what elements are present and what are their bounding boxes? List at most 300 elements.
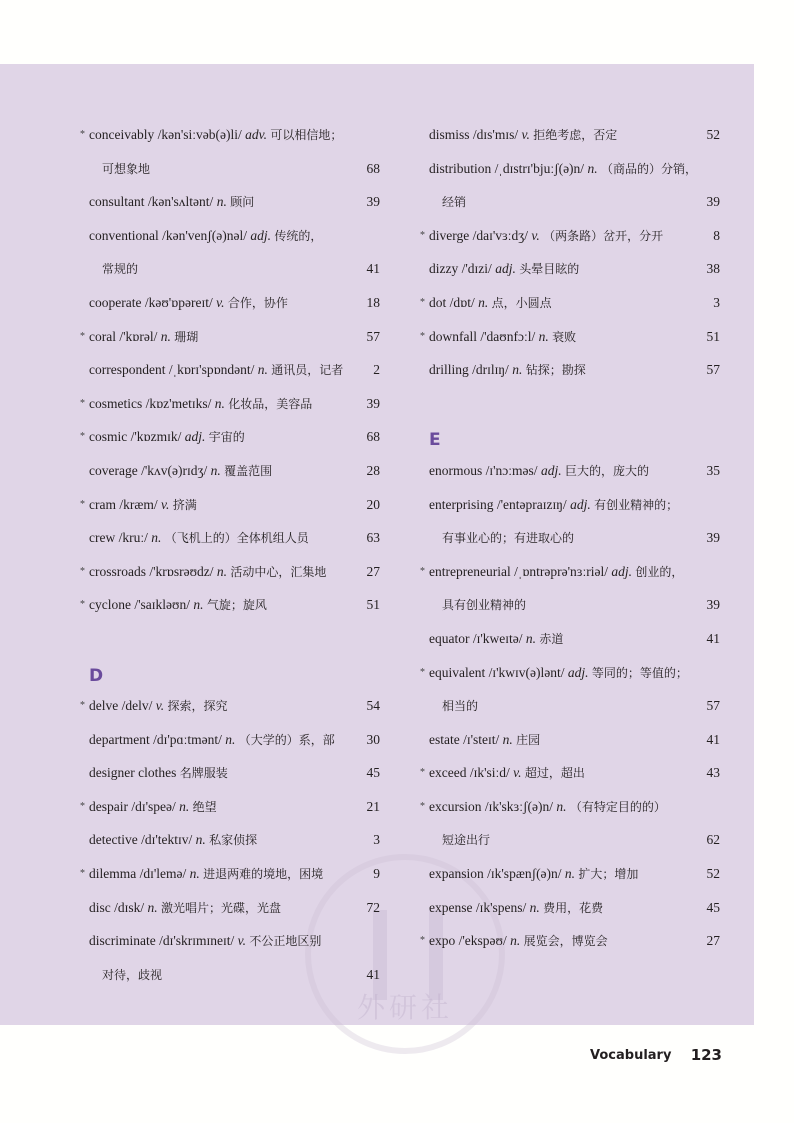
entry-text (429, 622, 563, 657)
vocab-entry (80, 320, 380, 354)
entry-text (89, 891, 281, 926)
meaning: 传统的， (274, 228, 323, 243)
entry-text (102, 958, 162, 993)
headword: conventional (89, 227, 159, 243)
phonetic: /dɪ'pɑːtmənt/ (153, 731, 222, 747)
meaning: 探索，探究 (167, 699, 228, 714)
page-footer (588, 1044, 728, 1068)
entry-text (89, 353, 343, 388)
meaning: 私家侦探 (209, 833, 258, 848)
star-icon: * (80, 599, 85, 611)
page-ref: 39 (366, 194, 380, 210)
headword: downfall (429, 328, 477, 344)
meaning: 创业的， (635, 564, 684, 579)
entry-text (429, 857, 638, 892)
vocab-entry (80, 185, 380, 219)
headword: discriminate (89, 933, 156, 949)
phonetic: /ˌdɪstrɪ'bjuːʃ(ə)n/ (494, 160, 585, 176)
right-column (420, 118, 720, 958)
part-of-speech: n. (510, 933, 521, 949)
phonetic: /ɪ'kwɪv(ə)lənt/ (488, 664, 565, 680)
vocab-entry (80, 219, 380, 253)
entry-text (429, 252, 579, 287)
page-ref: 38 (706, 261, 720, 277)
vocab-entry (80, 891, 380, 925)
entry-continuation (420, 185, 720, 219)
part-of-speech: n. (216, 194, 227, 210)
headword: expo (429, 933, 456, 949)
letter-heading: E (429, 430, 441, 451)
headword: coverage (89, 462, 138, 478)
page-ref: 63 (366, 530, 380, 546)
vocab-entry (420, 656, 720, 690)
entry-text (429, 118, 617, 153)
entry-text (89, 286, 288, 321)
star-icon: * (80, 498, 85, 510)
headword: dilemma (89, 866, 137, 882)
vocab-entry (80, 118, 380, 152)
meaning: （飞机上的）全体机组人员 (164, 531, 309, 546)
phonetic: /dɪ'tektɪv/ (141, 832, 193, 848)
meaning: 有事业心的；有进取心的 (442, 531, 575, 546)
part-of-speech: adv. (245, 127, 268, 142)
part-of-speech: n. (210, 462, 221, 478)
headword: enterprising (429, 496, 494, 512)
meaning: 覆盖范围 (224, 463, 273, 478)
page-ref: 51 (366, 597, 380, 613)
star-icon: * (80, 431, 85, 443)
entry-text (429, 152, 697, 187)
part-of-speech: n. (556, 798, 567, 814)
meaning: 巨大的，庞大的 (564, 463, 649, 478)
part-of-speech: adj. (495, 261, 516, 277)
headword: cooperate (89, 294, 142, 310)
entry-continuation (420, 823, 720, 857)
meaning: 气旋；旋风 (206, 598, 267, 613)
star-icon: * (420, 666, 425, 678)
vocab-entry (80, 723, 380, 757)
phonetic: /dɪ'skrɪmɪneɪt/ (159, 933, 235, 949)
meaning: 赤道 (539, 631, 564, 646)
headword: consultant (89, 194, 145, 210)
entry-continuation (80, 958, 380, 992)
meaning: 衰败 (552, 329, 577, 344)
headword: cosmetics (89, 395, 143, 411)
headword: correspondent (89, 362, 166, 378)
meaning: （大学的）系，部 (238, 732, 335, 747)
meaning: 激光唱片；光碟，光盘 (161, 900, 282, 915)
part-of-speech: v. (513, 765, 522, 781)
vocab-entry (420, 353, 720, 387)
page-ref: 68 (366, 160, 380, 176)
part-of-speech: n. (189, 866, 200, 882)
headword: equator (429, 630, 470, 646)
page-ref: 39 (706, 597, 720, 613)
entry-text (89, 924, 321, 959)
entry-text (89, 588, 267, 623)
headword: excursion (429, 798, 482, 814)
star-icon: * (420, 800, 425, 812)
page-ref: 45 (366, 765, 380, 781)
page-ref: 39 (366, 395, 380, 411)
part-of-speech: v. (531, 227, 540, 243)
star-icon: * (420, 296, 425, 308)
part-of-speech: n. (512, 362, 523, 378)
phonetic: /ɪ'nɔːməs/ (485, 462, 538, 478)
page-ref: 21 (366, 798, 380, 814)
part-of-speech: v. (155, 698, 165, 714)
entry-text (89, 488, 197, 523)
entry-text (89, 185, 254, 220)
page-ref: 54 (366, 698, 380, 714)
part-of-speech: v. (216, 294, 225, 310)
vocab-entry (420, 555, 720, 589)
entry-text (429, 488, 678, 523)
part-of-speech: v. (237, 933, 247, 949)
meaning: 挤满 (172, 497, 197, 512)
entry-text (429, 555, 683, 590)
headword: dismiss (429, 127, 470, 142)
page-ref: 30 (366, 731, 380, 747)
meaning: 相当的 (442, 699, 479, 714)
headword: diverge (429, 227, 470, 243)
phonetic: /delv/ (121, 698, 153, 714)
vocab-entry (80, 521, 380, 555)
phonetic: /kən'venʃ(ə)nəl/ (162, 227, 247, 243)
entry-continuation (80, 252, 380, 286)
phonetic: /'krɒsrəʊdz/ (149, 563, 214, 579)
meaning: 顾问 (230, 195, 255, 210)
part-of-speech: n. (529, 899, 540, 915)
headword: dizzy (429, 261, 459, 277)
headword: distribution (429, 160, 492, 176)
left-column (80, 118, 380, 991)
phonetic: /kruː/ (118, 530, 148, 546)
part-of-speech: n. (225, 731, 236, 747)
phonetic: /'entəpraɪzɪŋ/ (496, 496, 567, 512)
phonetic: /'kɒrəl/ (119, 328, 158, 344)
page-ref: 35 (706, 462, 720, 478)
star-icon: * (420, 767, 425, 779)
entry-text (429, 353, 586, 388)
headword: disc (89, 899, 111, 915)
entry-text (102, 152, 150, 187)
headword: cyclone (89, 597, 131, 613)
meaning: （商品的）分销， (600, 161, 697, 176)
meaning: 等同的；等值的； (591, 665, 688, 680)
headword: crossroads (89, 563, 146, 579)
entry-text (442, 689, 478, 724)
headword: estate (429, 731, 460, 747)
entry-text (442, 823, 490, 858)
phonetic: /ˌɒntrəprə'nɜːriəl/ (514, 563, 608, 579)
part-of-speech: n. (257, 362, 268, 378)
entry-continuation (80, 152, 380, 186)
entry-text (89, 420, 245, 455)
phonetic: /'kʌv(ə)rɪdʒ/ (141, 462, 208, 478)
phonetic: /dɪsk/ (114, 899, 145, 915)
meaning: 费用，花费 (543, 900, 604, 915)
page-ref: 2 (373, 362, 380, 378)
meaning: 通讯员，记者 (271, 363, 344, 378)
section-label: Vocabulary (590, 1048, 672, 1063)
phonetic: /'dɪzi/ (461, 261, 492, 277)
vocab-entry (420, 252, 720, 286)
entry-text (442, 185, 466, 220)
meaning: 具有创业精神的 (442, 598, 527, 613)
headword: enormous (429, 462, 483, 478)
headword: exceed (429, 765, 467, 781)
part-of-speech: adj. (611, 563, 632, 579)
star-icon: * (80, 330, 85, 342)
star-icon: * (80, 868, 85, 880)
entry-text (429, 286, 552, 321)
entry-text (429, 320, 576, 355)
vocab-entry (80, 689, 380, 723)
entry-text (429, 656, 688, 691)
part-of-speech: v. (161, 496, 170, 512)
entry-text (102, 252, 138, 287)
headword: cram (89, 496, 116, 512)
page-ref: 3 (373, 832, 380, 848)
page-ref: 57 (366, 328, 380, 344)
meaning: 超过，超出 (524, 766, 585, 781)
star-icon: * (420, 565, 425, 577)
phonetic: /dɪ'speə/ (131, 798, 176, 814)
meaning: 可想象地 (102, 161, 151, 176)
page-ref: 18 (366, 294, 380, 310)
vocab-entry (80, 454, 380, 488)
headword: conceivably (89, 127, 155, 142)
headword: detective (89, 832, 138, 848)
page-ref: 57 (706, 698, 720, 714)
star-icon: * (420, 229, 425, 241)
headword: coral (89, 328, 116, 344)
page-ref: 41 (706, 630, 720, 646)
vocab-entry (420, 756, 720, 790)
star-icon: * (80, 129, 85, 140)
entry-text (89, 555, 326, 590)
part-of-speech: n. (525, 630, 537, 646)
phonetic: /dɒt/ (449, 294, 475, 310)
phonetic: /ɪk'skɜːʃ(ə)n/ (484, 798, 553, 814)
headword: equivalent (429, 664, 486, 680)
entry-text (89, 689, 228, 724)
part-of-speech: n. (538, 328, 549, 344)
entry-text (89, 521, 309, 556)
letter-heading: D (89, 665, 104, 686)
meaning: 不公正地区别 (249, 934, 322, 949)
vocab-entry (80, 555, 380, 589)
phonetic: /ɪ'steɪt/ (463, 731, 500, 747)
phonetic: /kən'siːvəb(ə)li/ (157, 127, 242, 142)
headword: designer clothes (89, 765, 177, 781)
part-of-speech: v. (521, 127, 530, 142)
watermark-text: 外研社 (356, 991, 453, 1024)
meaning: （两条路）岔开，分开 (543, 228, 664, 243)
headword: drilling (429, 362, 469, 378)
entry-continuation (420, 521, 720, 555)
page-ref: 68 (366, 429, 380, 445)
meaning: 进退两难的境地，困境 (203, 867, 324, 882)
vocab-entry (420, 924, 720, 958)
vocab-entry (420, 152, 720, 186)
entry-text (429, 219, 663, 254)
meaning: 扩大；增加 (578, 867, 639, 882)
phonetic: /'kɒzmɪk/ (130, 429, 182, 445)
phonetic: /kəʊ'ɒpəreɪt/ (144, 294, 213, 310)
entry-text (89, 823, 257, 858)
entry-text (429, 454, 649, 489)
part-of-speech: adj. (540, 462, 562, 478)
vocab-entry (420, 454, 720, 488)
vocab-entry (420, 488, 720, 522)
page-ref: 41 (366, 261, 380, 277)
meaning: 名牌服装 (179, 766, 228, 781)
phonetic: /drɪlɪŋ/ (472, 362, 509, 378)
part-of-speech: n. (216, 563, 228, 579)
phonetic: /kræm/ (119, 496, 158, 512)
meaning: 合作，协作 (227, 295, 288, 310)
vocab-entry (420, 857, 720, 891)
entry-text (89, 723, 335, 758)
phonetic: /kɒz'metɪks/ (145, 395, 212, 411)
entry-continuation (420, 689, 720, 723)
entry-text (89, 387, 312, 422)
phonetic: /ɪk'spens/ (475, 899, 527, 915)
part-of-speech: n. (179, 798, 190, 814)
page-ref: 28 (366, 462, 380, 478)
vocab-entry (80, 790, 380, 824)
page-ref: 39 (706, 530, 720, 546)
page-number: 123 (690, 1046, 722, 1064)
page-ref: 41 (366, 966, 380, 982)
headword: expansion (429, 866, 484, 882)
part-of-speech: adj. (184, 429, 206, 445)
page-ref: 43 (706, 765, 720, 781)
page-ref: 3 (713, 294, 720, 310)
meaning: 短途出行 (442, 833, 491, 848)
entry-text (429, 723, 540, 758)
part-of-speech: n. (160, 328, 171, 344)
vocab-entry (80, 756, 380, 790)
vocab-entry (80, 857, 380, 891)
vocab-entry (420, 118, 720, 152)
entry-text (89, 756, 228, 791)
vocab-entry (420, 622, 720, 656)
part-of-speech: n. (478, 294, 489, 310)
phonetic: /daɪ'vɜːdʒ/ (472, 227, 528, 243)
headword: dot (429, 294, 447, 310)
entry-text (89, 320, 198, 355)
vocab-entry (80, 353, 380, 387)
headword: delve (89, 698, 119, 714)
entry-text (89, 219, 322, 254)
phonetic: /dɪ'lemə/ (139, 866, 187, 882)
page-ref: 62 (706, 832, 720, 848)
meaning: 经销 (442, 195, 467, 210)
star-icon: * (80, 565, 85, 577)
meaning: 点，小圆点 (491, 295, 552, 310)
headword: cosmic (89, 429, 128, 445)
phonetic: /ɪ'kweɪtə/ (472, 630, 523, 646)
vocab-entry (420, 320, 720, 354)
phonetic: /ɪk'siːd/ (469, 765, 510, 781)
phonetic: /dɪs'mɪs/ (472, 127, 519, 142)
section-spacer (420, 387, 720, 421)
meaning: 有创业精神的； (594, 497, 679, 512)
page-ref: 52 (706, 866, 720, 882)
entry-text (429, 756, 585, 791)
page-ref: 27 (706, 933, 720, 949)
phonetic: /ˌkɒrɪ'spɒndənt/ (168, 362, 255, 378)
star-icon: * (80, 397, 85, 409)
entry-text (89, 118, 342, 153)
vocab-entry (80, 286, 380, 320)
meaning: 可以相信地； (270, 128, 343, 142)
page-ref: 72 (366, 899, 380, 915)
meaning: 对待，歧视 (102, 967, 163, 982)
meaning: 拒绝考虑，否定 (533, 128, 618, 142)
meaning: 展览会，博览会 (523, 934, 608, 949)
page-ref: 51 (706, 328, 720, 344)
meaning: 宇宙的 (208, 430, 245, 445)
entry-text (442, 521, 574, 556)
meaning: 头晕目眩的 (519, 262, 580, 277)
star-icon: * (420, 935, 425, 947)
meaning: 化妆品，美容品 (228, 396, 313, 411)
entry-text (429, 790, 666, 825)
entry-text (89, 857, 323, 892)
headword: expense (429, 899, 473, 915)
page-ref: 41 (706, 731, 720, 747)
vocab-entry (80, 823, 380, 857)
star-icon: * (80, 700, 85, 712)
headword: despair (89, 798, 128, 814)
part-of-speech: adj. (570, 496, 591, 512)
page-ref: 45 (706, 899, 720, 915)
headword: department (89, 731, 150, 747)
vocab-entry (80, 488, 380, 522)
page-ref: 9 (373, 866, 380, 882)
vocab-entry (420, 891, 720, 925)
entry-text (429, 924, 608, 959)
meaning: 钻探；勘探 (525, 363, 586, 378)
vocab-entry (80, 420, 380, 454)
meaning: 常规的 (102, 262, 139, 277)
part-of-speech: n. (147, 899, 158, 915)
entry-text (429, 891, 603, 926)
part-of-speech: n. (587, 160, 598, 176)
meaning: 庄园 (516, 732, 541, 747)
star-icon: * (420, 330, 425, 342)
vocab-entry (80, 924, 380, 958)
page-ref: 39 (706, 194, 720, 210)
vocab-entry (420, 286, 720, 320)
part-of-speech: n. (151, 530, 162, 546)
page-ref: 57 (706, 362, 720, 378)
page-ref: 8 (713, 227, 720, 243)
vocab-entry (80, 588, 380, 622)
part-of-speech: n. (502, 731, 513, 747)
vocab-entry (420, 723, 720, 757)
headword: crew (89, 530, 116, 546)
vocab-entry (420, 219, 720, 253)
part-of-speech: n. (193, 597, 204, 613)
entry-continuation (420, 588, 720, 622)
section-spacer (80, 622, 380, 656)
star-icon: * (80, 800, 85, 812)
